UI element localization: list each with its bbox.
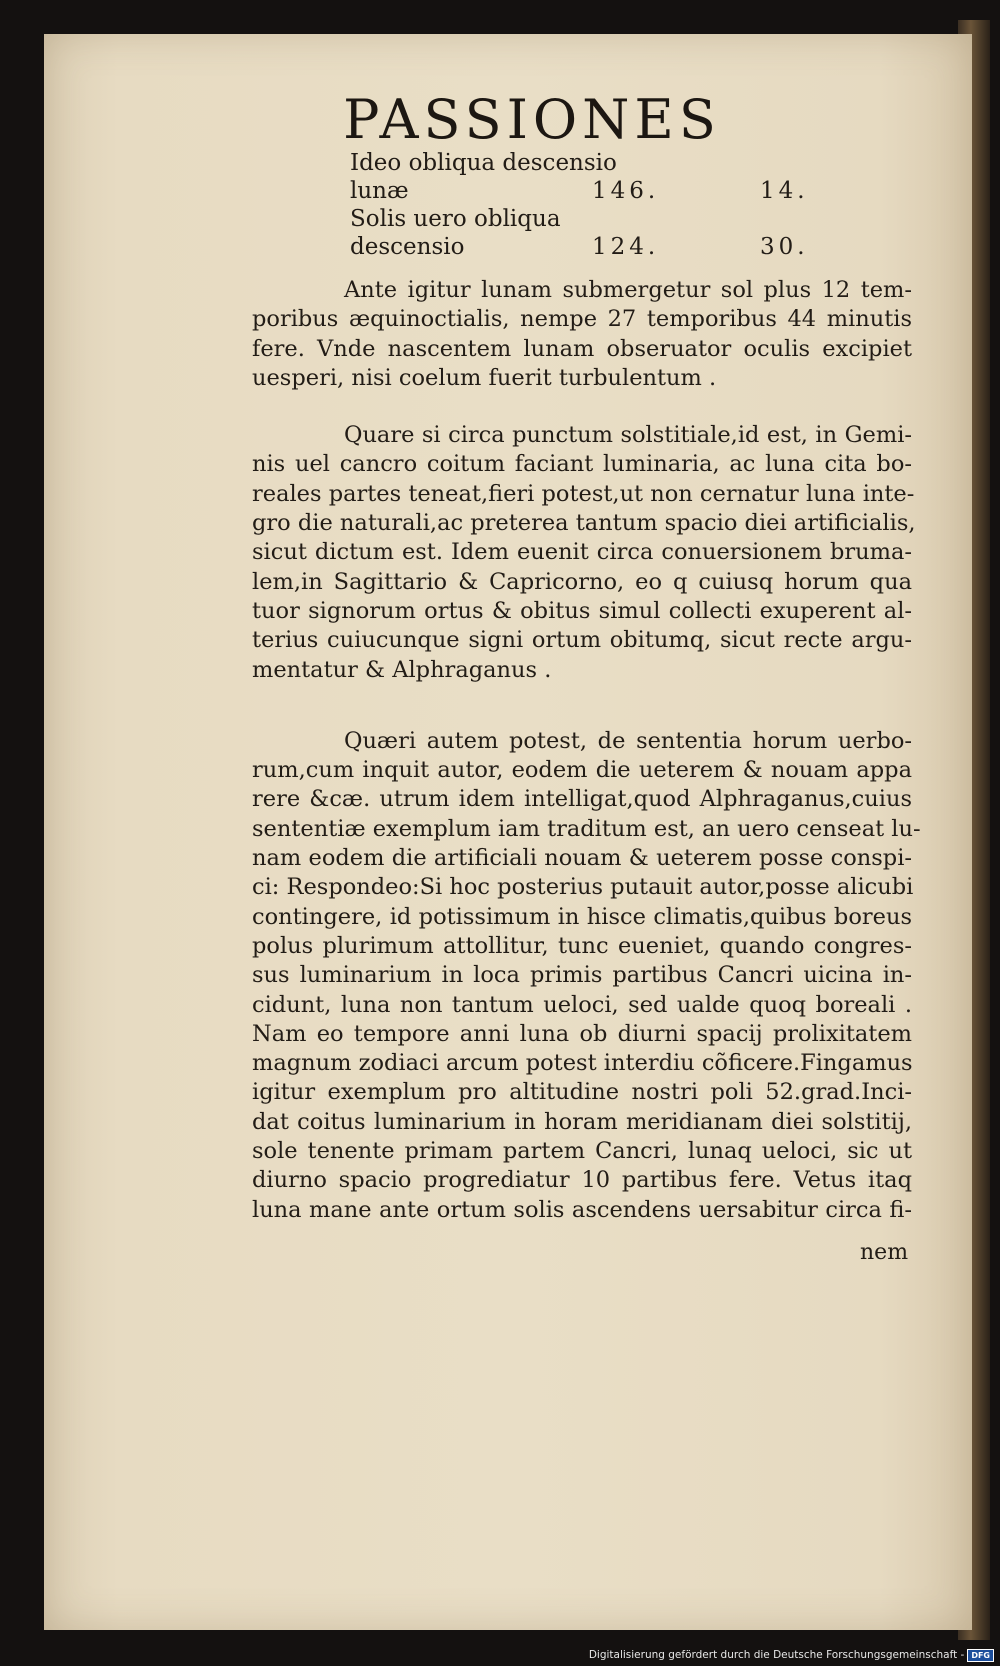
text-line: lem,in Sagittario & Capricorno, eo q cuiusq horum qua xyxy=(252,568,912,595)
body-text xyxy=(252,276,921,1225)
table-row-minutes: 14. xyxy=(760,178,809,204)
text-line: reales partes teneat,fieri potest,ut non cernatur luna inte- xyxy=(252,480,915,507)
text-line: Nam eo tempore anni luna ob diurni spacij prolixitatem xyxy=(252,1020,912,1047)
text-line: sole tenente primam partem Cancri, lunaq ueloci, sic ut xyxy=(252,1138,912,1165)
text-line: uesperi, nisi coelum fuerit turbulentum . xyxy=(252,364,717,391)
table-row-label: descensio xyxy=(350,234,465,260)
text-line: magnum zodiaci arcum potest interdiu cõficere.Fingamus xyxy=(252,1050,913,1077)
text-line: nam eodem die artificiali nouam & ueterem posse conspi- xyxy=(252,845,912,872)
text-line: polus plurimum attollitur, tunc eueniet, quando congres- xyxy=(252,932,912,959)
table-row-degrees: 124. xyxy=(592,234,660,260)
paragraph xyxy=(252,727,921,1225)
text-line: dat coitus luminarium in horam meridianam diei solstitij, xyxy=(252,1108,912,1135)
text-line: poribus æquinoctialis, nempe 27 temporibus 44 minutis xyxy=(252,306,912,333)
text-line: mentatur & Alphraganus . xyxy=(252,656,552,683)
text-line: rere &cæ. utrum idem intelligat,quod Alphraganus,cuius xyxy=(252,786,912,813)
table-row-label: lunæ xyxy=(350,178,409,204)
text-line: tuor signorum ortus & obitus simul collecti exuperent al- xyxy=(252,597,912,624)
text-line: igitur exemplum pro altitudine nostri poli 52.grad.Inci- xyxy=(252,1079,912,1106)
text-line: sententiæ exemplum iam traditum est, an uero censeat lu- xyxy=(252,815,921,842)
text-line: sicut dictum est. Idem euenit circa conuersionem bruma- xyxy=(252,539,912,566)
footer-text: Digitalisierung gefördert durch die Deutsche Forschungsgemeinschaft - xyxy=(588,1649,965,1661)
catchword: nem xyxy=(860,1240,909,1265)
text-line: fere. Vnde nascentem lunam obseruator oculis excipiet xyxy=(252,335,912,362)
text-line: contingere, id potissimum in hisce climatis,quibus boreus xyxy=(252,903,912,930)
text-line: cidunt, luna non tantum ueloci, sed ualde quoq boreali . xyxy=(252,991,912,1018)
footer-credit xyxy=(589,1647,994,1663)
paragraph xyxy=(252,276,912,393)
table-row-label: Solis uero obliqua xyxy=(350,206,561,232)
text-line: nis uel cancro coitum faciant luminaria, ac luna cita bo- xyxy=(252,451,912,478)
text-line: luna mane ante ortum solis ascendens uersabitur circa fi- xyxy=(252,1196,912,1223)
text-line: Quare si circa punctum solstitiale,id est, in Gemi- xyxy=(344,422,912,449)
text-line: diurno spacio progrediatur 10 partibus fere. Vetus itaq xyxy=(252,1167,912,1194)
text-line: Quæri autem potest, de sententia horum uerbo- xyxy=(344,727,912,754)
text-line: terius cuiucunque signi ortum obitumq, sicut recte argu- xyxy=(252,627,912,654)
text-line: Ante igitur lunam submergetur sol plus 12 tem- xyxy=(344,277,912,303)
text-line: gro die naturali,ac preterea tantum spacio diei artificialis, xyxy=(252,510,916,537)
paragraph xyxy=(252,421,916,685)
table-row-label: Ideo obliqua descensio xyxy=(350,150,617,176)
text-line: ci: Respondeo:Si hoc posterius putauit autor,posse alicubi xyxy=(252,874,914,901)
table-row-degrees: 146. xyxy=(592,178,660,204)
page-title: PASSIONES xyxy=(343,88,721,151)
table-row-minutes: 30. xyxy=(760,234,809,260)
text-line: rum,cum inquit autor, eodem die ueterem & nouam appa xyxy=(252,757,912,784)
text-line: sus luminarium in loca primis partibus Cancri uicina in- xyxy=(252,962,912,989)
dfg-logo-icon: DFG xyxy=(967,1649,994,1662)
